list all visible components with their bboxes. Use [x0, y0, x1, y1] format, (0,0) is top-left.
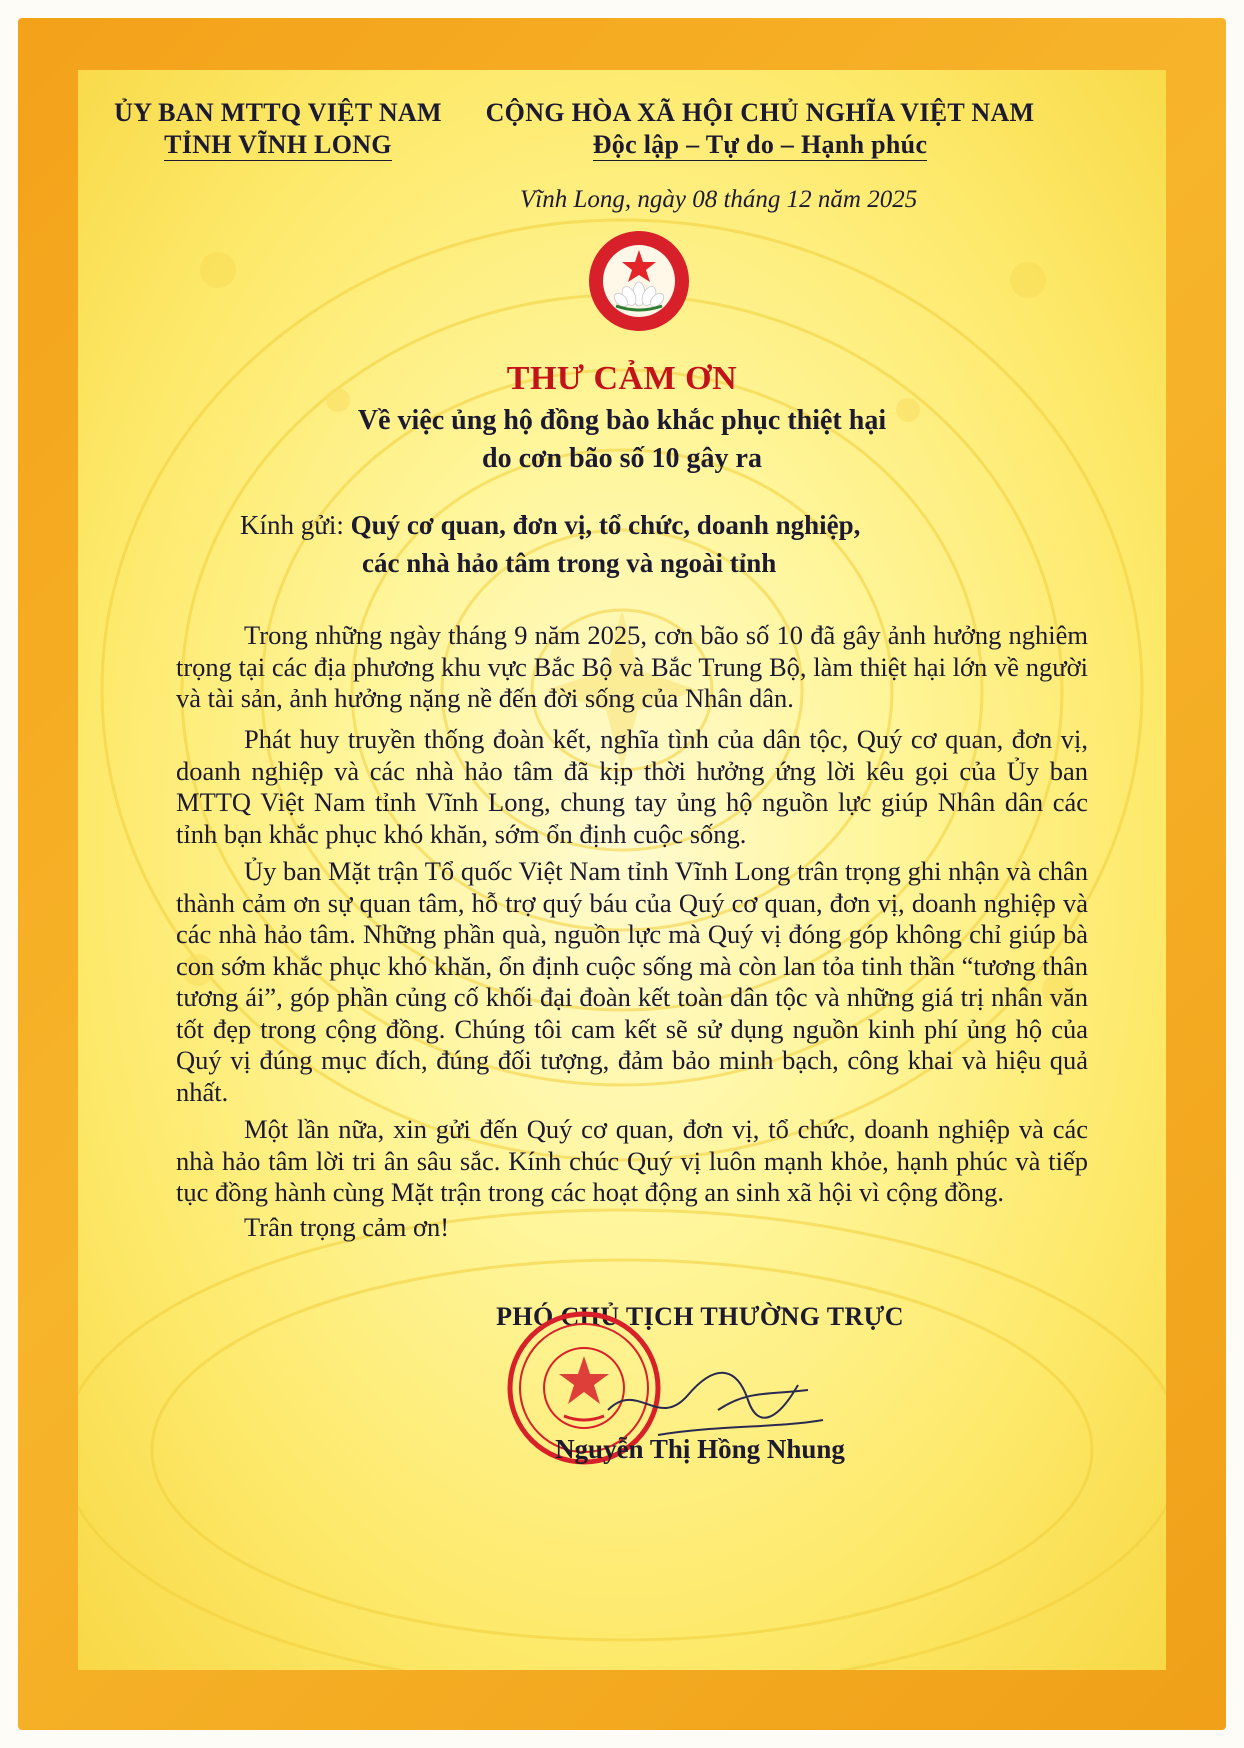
- recipient-block: [240, 506, 1060, 582]
- national-header: [470, 98, 1050, 160]
- letter-subtitle-line2: do cơn bão số 10 gây ra: [482, 443, 762, 474]
- front-emblem-icon: [586, 228, 692, 334]
- letter-title: THƯ CẢM ƠN: [506, 360, 738, 397]
- body-paragraph-3: Ủy ban Mặt trận Tổ quốc Việt Nam tỉnh Vĩnh Long trân trọng ghi nhận và chân thành cảm ơn sự quan tâm, hỗ trợ quý báu của Quý cơ quan, đơn vị, doanh nghiệp và các nhà hảo tâm. Những phần quà, nguồn lực mà Quý vị đóng góp không chỉ giúp bà con sớm khắc phục khó khăn, ổn định cuộc sống mà còn lan tỏa tinh thần “tương thân tương ái”, góp phần củng cố khối đại đoàn kết toàn dân tộc và những giá trị nhân văn tốt đẹp trong cộng đồng. Chúng tôi cam kết sẽ sử dụng nguồn kinh phí ủng hộ của Quý vị đúng mục đích, đúng đối tượng, đảm bảo minh bạch, công khai và hiệu quả nhất.: [176, 856, 1088, 1107]
- date-line: Vĩnh Long, ngày 08 tháng 12 năm 2025: [520, 186, 918, 213]
- body-paragraph-4: Một lần nữa, xin gửi đến Quý cơ quan, đơn vị, tổ chức, doanh nghiệp và các nhà hảo tâm lời tri ân sâu sắc. Kính chúc Quý vị luôn mạnh khỏe, hạnh phúc và tiếp tục đồng hành cùng Mặt trận trong các hoạt động an sinh xã hội vì cộng đồng.: [176, 1114, 1088, 1207]
- org-name-line1: ỦY BAN MTTQ VIỆT NAM: [114, 98, 442, 127]
- recipient-line1: Quý cơ quan, đơn vị, tổ chức, doanh nghiệp,: [350, 510, 861, 540]
- nation-motto-line2: Độc lập – Tự do – Hạnh phúc: [592, 130, 928, 159]
- recipient-prefix: Kính gửi:: [240, 510, 351, 540]
- letter-paper: [78, 70, 1166, 1670]
- letter-title-block: [78, 360, 1166, 478]
- nation-motto-line1: CỘNG HÒA XÃ HỘI CHỦ NGHĨA VIỆT NAM: [485, 98, 1035, 127]
- signer-name: Nguyễn Thị Hồng Nhung: [555, 1434, 845, 1464]
- body-paragraph-5: Trân trọng cảm ơn!: [244, 1212, 450, 1242]
- recipient-line2: các nhà hảo tâm trong và ngoài tỉnh: [362, 548, 777, 578]
- org-name-line2: TỈNH VĨNH LONG: [164, 130, 392, 159]
- body-paragraph-2: Phát huy truyền thống đoàn kết, nghĩa tình của dân tộc, Quý cơ quan, đơn vị, doanh nghiệp và các nhà hảo tâm đã kịp thời hưởng ứng lời kêu gọi của Ủy ban MTTQ Việt Nam tỉnh Vĩnh Long, chung tay ủng hộ nguồn lực giúp Nhân dân các tỉnh bạn khắc phục khó khăn, sớm ổn định cuộc sống.: [176, 724, 1088, 849]
- org-header: [98, 98, 458, 160]
- body-paragraph-1: Trong những ngày tháng 9 năm 2025, cơn bão số 10 đã gây ảnh hưởng nghiêm trọng tại các địa phương khu vực Bắc Bộ và Bắc Trung Bộ, làm thiệt hại lớn về người và tài sản, ảnh hưởng nặng nề đến đời sống của Nhân dân.: [176, 620, 1088, 713]
- signer-title: PHÓ CHỦ TỊCH THƯỜNG TRỰC: [496, 1302, 904, 1331]
- letter-subtitle-line1: Về việc ủng hộ đồng bào khắc phục thiệt hại: [357, 405, 887, 436]
